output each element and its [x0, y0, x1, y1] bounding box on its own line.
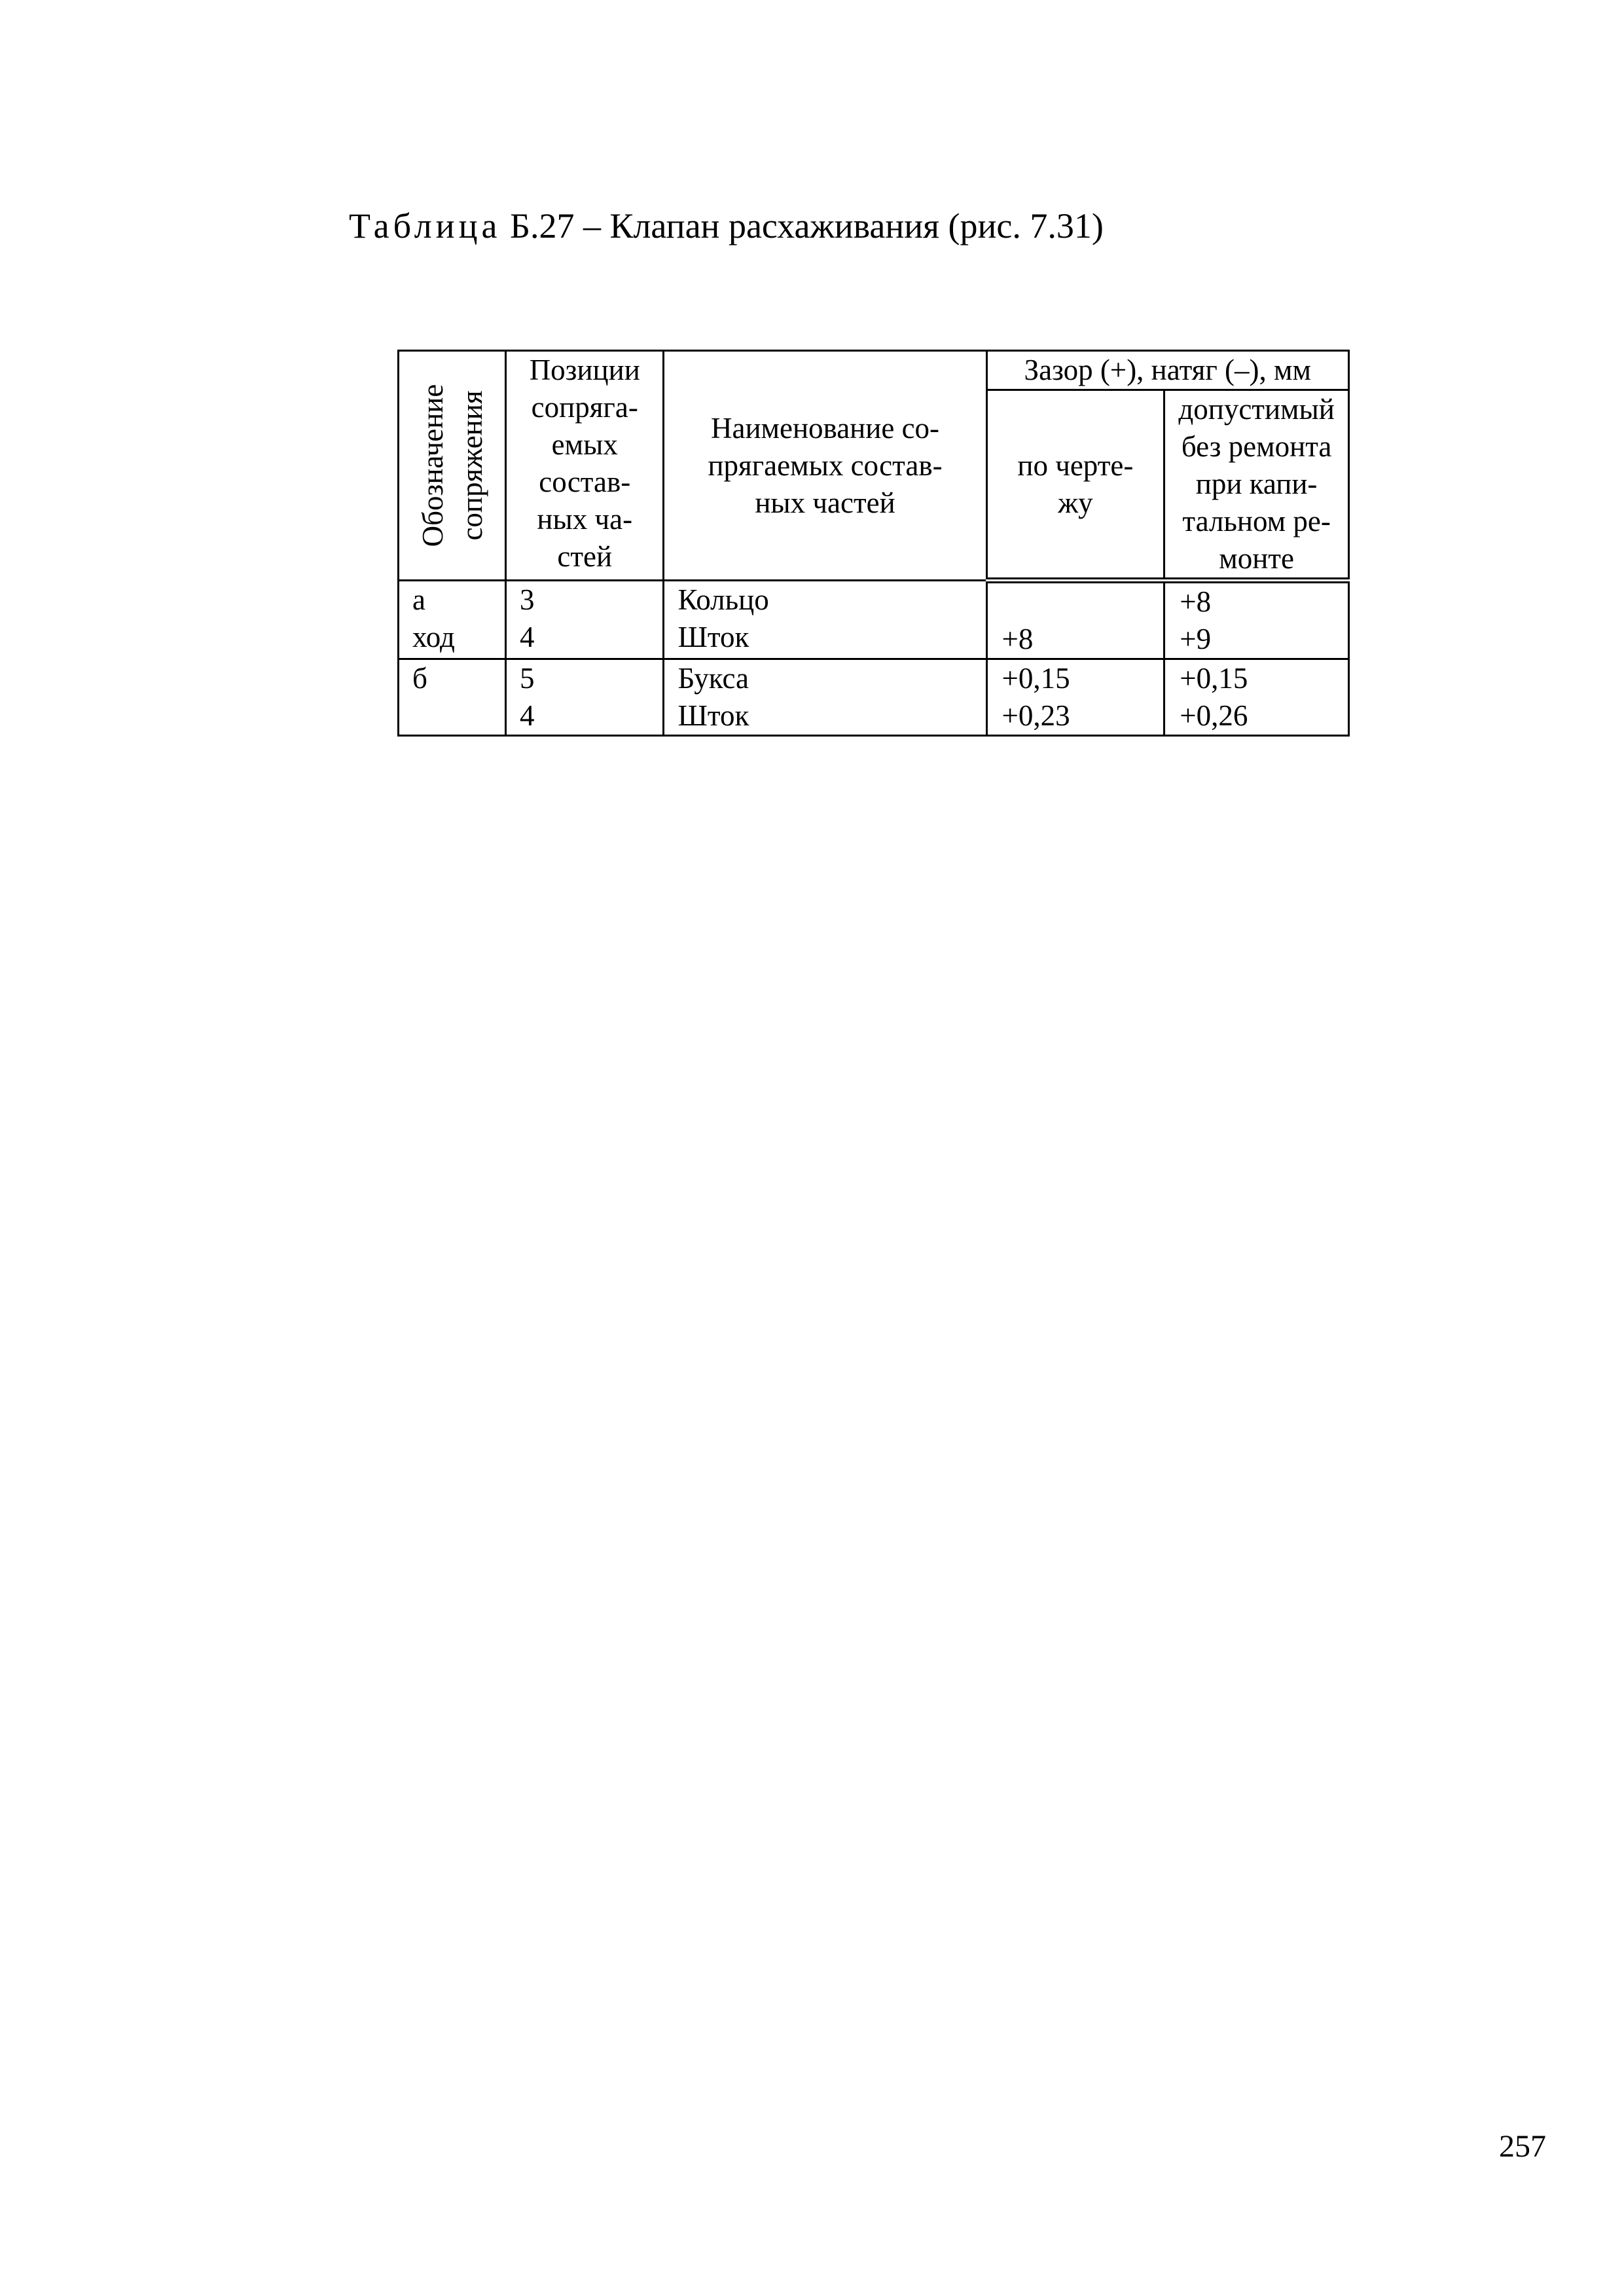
cell-allowed — [1164, 659, 1349, 736]
header-positions — [506, 351, 664, 581]
cell-allowed — [1164, 581, 1349, 659]
header-drawing-line: жу — [1058, 486, 1093, 519]
header-drawing-line: по черте- — [1017, 448, 1134, 482]
cell-drawing — [986, 581, 1164, 659]
cell-line: +0,23 — [1001, 699, 1070, 732]
header-positions-line: Позиции — [529, 354, 640, 386]
page-number: 257 — [1499, 2129, 1546, 2164]
cell-line — [1002, 583, 1164, 621]
header-allowed-line: без ремонта — [1181, 430, 1332, 463]
table-caption — [349, 208, 1104, 244]
cell-line: Букса — [677, 662, 749, 695]
cell-line: +0,26 — [1180, 699, 1248, 732]
header-name-line: Наименование со- — [710, 411, 940, 445]
header-name-line: прягаемых состав- — [708, 448, 943, 482]
cell-line: а — [412, 583, 425, 616]
cell-line: 5 — [520, 662, 535, 695]
cell-line: +9 — [1180, 623, 1212, 655]
header-allowed-line: допустимый — [1178, 393, 1335, 426]
cell-positions — [506, 659, 664, 736]
table-row — [399, 659, 1349, 736]
header-allowed-line: при капи- — [1195, 467, 1318, 500]
cell-line: Шток — [677, 699, 749, 732]
header-positions-line: сопряга- — [531, 391, 638, 424]
caption-text: Б.27 – Клапан расхаживания (рис. 7.31) — [501, 206, 1104, 246]
header-designation-line: Обозначение — [416, 384, 449, 547]
header-designation-line: сопряжения — [455, 390, 488, 541]
cell-line: +8 — [1180, 585, 1212, 618]
header-allowed-line: тальном ре- — [1182, 505, 1331, 538]
cell-line — [412, 697, 505, 735]
header-name — [664, 351, 986, 581]
cell-line: ход — [412, 621, 455, 653]
header-positions-line: ных ча- — [537, 503, 633, 536]
header-allowed — [1164, 390, 1349, 581]
header-clearance-group: Зазор (+), натяг (–), мм — [986, 351, 1348, 390]
cell-names — [664, 659, 986, 736]
header-designation — [399, 351, 506, 581]
cell-designation — [399, 581, 506, 659]
table-row — [399, 581, 1349, 659]
header-positions-line: емых — [551, 428, 618, 461]
caption-prefix: Таблица — [349, 206, 501, 246]
cell-line: б — [412, 662, 427, 695]
cell-line: Шток — [677, 621, 749, 653]
cell-line: Кольцо — [677, 583, 769, 616]
header-name-line: ных частей — [755, 486, 895, 519]
cell-line: 4 — [520, 699, 535, 732]
cell-positions — [506, 581, 664, 659]
cell-line: 3 — [520, 583, 535, 616]
header-drawing — [986, 390, 1164, 581]
header-allowed-line: монте — [1219, 542, 1294, 575]
cell-line: +8 — [1001, 623, 1034, 655]
clearance-table — [397, 350, 1350, 737]
cell-line: 4 — [520, 621, 535, 653]
cell-drawing — [986, 659, 1164, 736]
header-positions-line: стей — [557, 540, 613, 573]
cell-line: +0,15 — [1180, 662, 1248, 695]
cell-line: +0,15 — [1001, 662, 1070, 695]
header-positions-line: состав- — [539, 465, 631, 498]
cell-designation — [399, 659, 506, 736]
cell-names — [664, 581, 986, 659]
